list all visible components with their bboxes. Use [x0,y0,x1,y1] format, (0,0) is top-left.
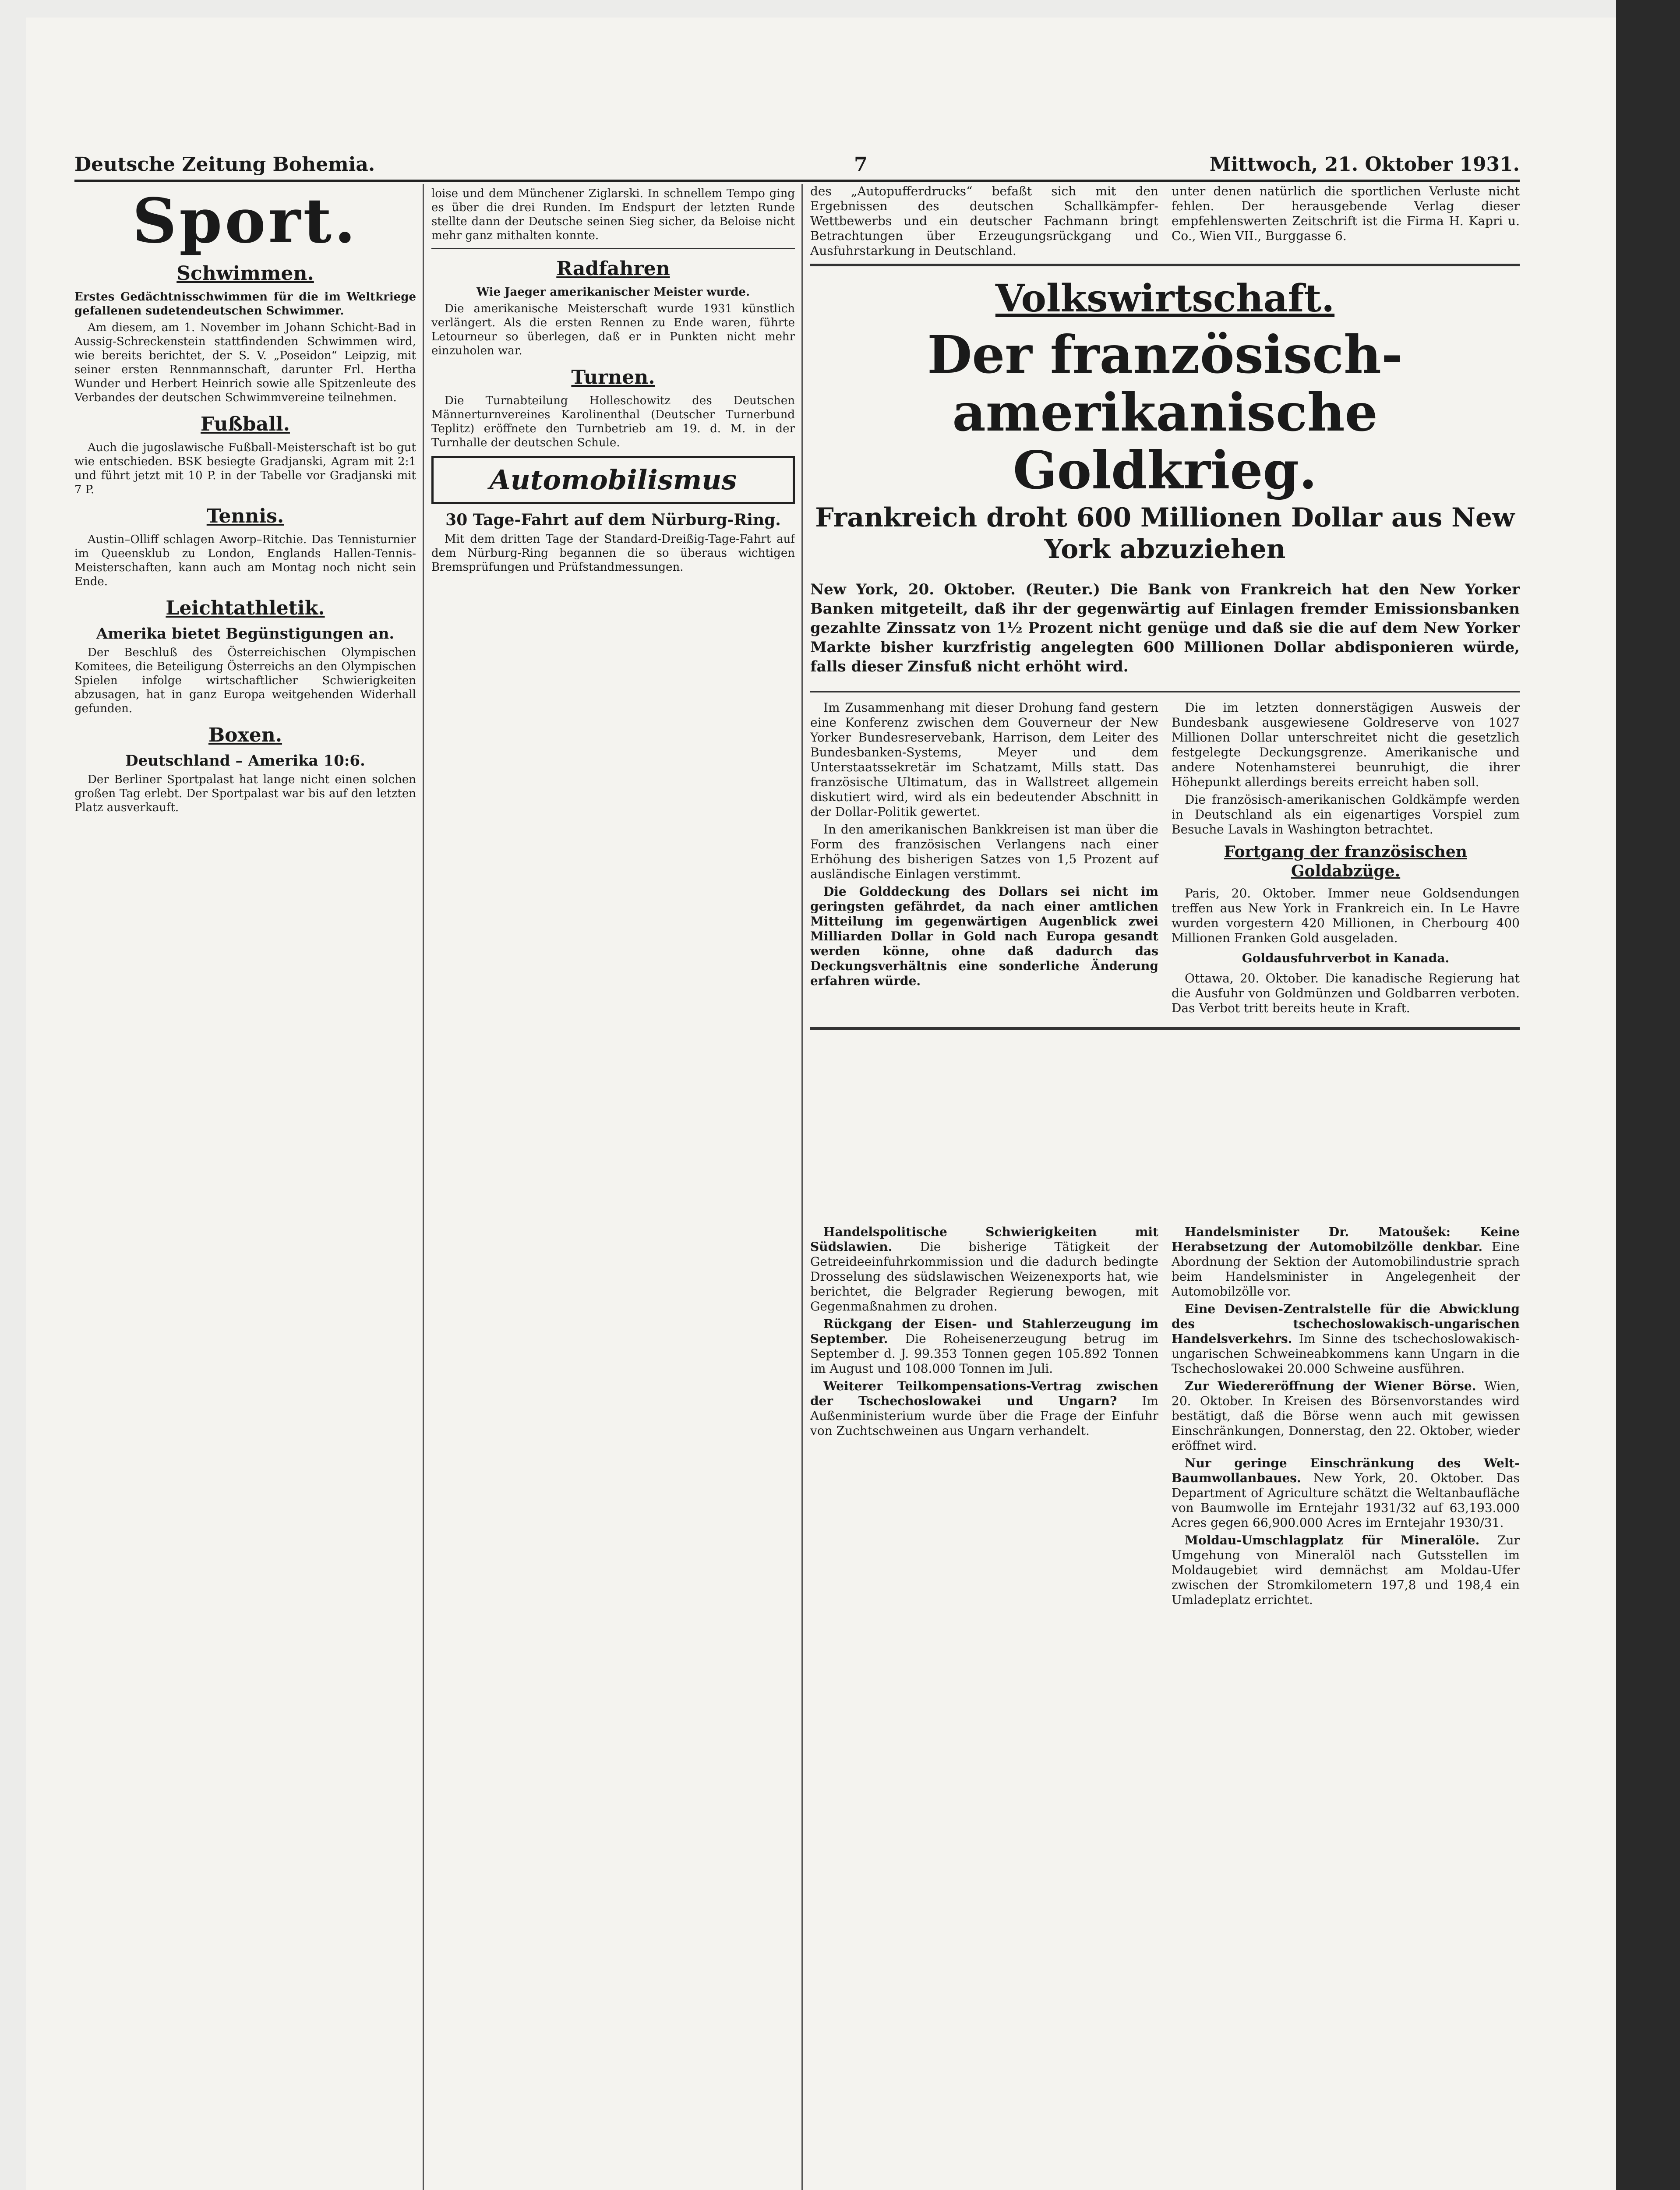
kanada-text: Ottawa, 20. Oktober. Die kanadische Regierung hat die Ausfuhr von Goldmünzen und Goldbarren verboten. Das Verbot tritt bereits heute in Kraft. [1172,971,1520,1015]
schwimmen-title: Schwimmen. [176,262,314,285]
boerse-headline: Zur Wiedereröffnung der Wiener Börse. [1185,1379,1476,1393]
issue-date: Mittwoch, 21. Oktober 1931. [1209,153,1520,176]
divider [810,1027,1520,1030]
schwimmen-headline: Erstes Gedächtnisschwimmen für die im Weltkriege gefallenen sudetendeutschen Schwimmer. [74,290,416,318]
weiterer-text: Im Außenministerium wurde über die Frage der Einfuhr von Zuchtschweinen aus Ungarn verhandelt. [810,1394,1158,1438]
volkswirtschaft-section [810,272,1520,1035]
goldkrieg-lead: New York, 20. Oktober. (Reuter.) Die Bank von Frankreich hat den New Yorker Banken mitgeteilt, daß ihr der gegenwärtig auf Einlagen fremder Emissionsbanken gezahlte Zinssatz von 1½ Prozent nicht genüge und daß sie die auf dem New Yorker Markte bisher kurzfristig angelegten 600 Millionen Dollar abdisponieren würde, falls dieser Zinsfuß nicht erhöht wird. [810,581,1520,675]
golddeckung-note: Die Golddeckung des Dollars sei nicht im geringsten gefährdet, da nach einer amtlichen Mitteilung im gegenwärtigen Augenblick zwei Milliarden Dollar in Gold nach Europa gesandt werden könne, ohne daß dadurch das Deckungsverhältnis eine sonderliche Änderung erfahren würde. [810,884,1158,988]
auto-headline: 30 Tage-Fahrt auf dem Nürburg-Ring. [445,511,781,529]
newspaper-name: Deutsche Zeitung Bohemia. [74,153,375,176]
turnen-text: Die Turnabteilung Holleschowitz des Deutschen Männerturnvereines Karolinenthal (Deutscher Turnerbund Teplitz) eröffnete den Turnbetrieb am 19. d. M. in der Turnhalle der deutschen Schule. [431,394,795,449]
goldkrieg-headline: Der französisch-amerikanische Goldkrieg. [927,324,1403,501]
goldkrieg-subheadline: Frankreich droht 600 Millionen Dollar aus New York abzuziehen [815,502,1515,565]
fortgang-text: Paris, 20. Oktober. Immer neue Goldsendungen treffen aus New York in Frankreich ein. In Le Havre wurden vorgestern 420 Millionen, in Cherbourg 400 Millionen Franken Gold ausgeladen. [1172,886,1520,945]
suedslawien-text: Die bisherige Tätigkeit der Getreideeinfuhrkommission und die dadurch bedingte Drosselung des südslawischen Weizenexports hat, wie berichtet, die Belgrader Regierung bewogen, mit Gegenmaßnahmen zu drohen. [810,1240,1158,1314]
goldkrieg-right-column [1172,698,1520,1018]
scan-edge [1616,0,1680,2190]
devisen-headline: Eine Devisen-Zentralstelle für die Abwicklung des tschechoslowakisch-ungarischen Handelsverkehrs. [1172,1302,1520,1346]
moldau-text: Zur Umgehung von Mineralöl nach Gutsstellen im Moldaugebiet wird demnächst am Moldau-Ufer zwischen der Stromkilometern 197,8 und 198,4 ein Umladeplatz errichtet. [1172,1533,1520,1607]
sport-title: Sport. [132,185,358,257]
page-header [74,153,1520,182]
top-strip-right-text: unter denen natürlich die sportlichen Verluste nicht fehlen. Der herausgebende Verlag dieser empfehlenswerten Zeitschrift ist die Firma H. Kapri u. Co., Wien VII., Burggasse 6. [1172,184,1520,243]
radfahren-text: Die amerikanische Meisterschaft wurde 1931 künstlich verlängert. Als die ersten Rennen zu Ende waren, führte Letourneur so überlegen, daß er in Punkten nicht mehr einzuholen war. [431,302,795,357]
column-rule [423,184,424,2190]
baumwolle-text: New York, 20. Oktober. Das Department of Agriculture schätzt die Weltanbaufläche von Baumwolle im Erntejahr 1931/32 auf 63,193.000 Acres gegen 66,900.000 Acres im Erntejahr 1930/31. [1172,1471,1520,1530]
goldkrieg-left-column [810,698,1158,1018]
goldkrieg-body-right-2: Die französisch-amerikanischen Goldkämpfe werden in Deutschland als ein eigenartiges Vorspiel zum Besuche Lavals in Washington betrachtet. [1172,792,1520,837]
goldkrieg-body-right: Die im letzten donnerstägigen Ausweis der Bundesbank ausgewiesene Goldreserve von 1027 Millionen Dollar unterschreitet nicht die gesetzlich festgelegte Deckungsgrenze. Amerikanische und andere Notenhamsterei beunruhigt, die ihrer Höhepunkt allerdings bereits erreicht haben soll. [1172,700,1520,789]
baumwolle-headline: Nur geringe Einschränkung des Welt-Baumwollanbaues. [1172,1456,1520,1485]
goldkrieg-body-left: Im Zusammenhang mit dieser Drohung fand gestern eine Konferenz zwischen dem Gouverneur der New Yorker Bundesreservebank, Harrison, dem Leiter des Bundesbanken-Systems, Meyer und dem Unterstaatssekretär im Schatzamt, Mills statt. Das französische Ultimatum, das in Wallstreet allgemein diskutiert wird, wird als ein bedeutender Abschnitt in der Dollar-Politik gewertet. [810,700,1158,819]
radfahren-title: Radfahren [556,258,670,280]
boerse-text: Wien, 20. Oktober. In Kreisen des Börsenvorstandes wird bestätigt, daß die Börse wenn auch mit gewissen Einschränkungen, Donnerstag, den 22. Oktober, wieder eröffnet wird. [1172,1379,1520,1453]
radfahren-headline: Wie Jaeger amerikanischer Meister wurde. [476,286,750,299]
fussball-title: Fußball. [201,413,290,435]
boxen-headline: Deutschland – Amerika 10:6. [125,752,365,770]
top-strip-left-text: des „Autopufferdrucks“ befaßt sich mit den Ergebnissen des deutschen Schallkämpfer-Wettbewerbs und ein deutscher Fachmann bringt Betrachtungen über Erzeugungsrückgang und Ausfuhrstarkung in Deutschland. [810,184,1158,258]
column-rule [801,184,803,2190]
page-number: 7 [854,153,868,176]
amerika-headline: Amerika bietet Begünstigungen an. [96,625,395,643]
divider [810,264,1520,266]
right-top-strip [810,184,1520,272]
tennis-text: Austin–Olliff schlagen Aworp–Ritchie. Das Tennisturnier im Queensklub zu London, Englands Hallen-Tennis-Meisterschaften, kann auch am Montag noch nicht sein Ende. [74,533,416,588]
volkswirtschaft-title: Volkswirtschaft. [995,276,1335,321]
boxen-text: Der Berliner Sportpalast hat lange nicht einen solchen großen Tag erlebt. Der Sportpalast war bis auf den letzten Platz ausverkauft. [74,773,416,814]
weiterer-headline: Weiterer Teilkompensations-Vertrag zwischen der Tschechoslowakei und Ungarn? [810,1379,1158,1408]
matousek-headline: Handelsminister Dr. Matoušek: Keine Herabsetzung der Automobilzölle denkbar. [1172,1225,1520,1254]
sport-column-2 [431,184,795,2190]
suedslawien-headline: Handelspolitische Schwierigkeiten mit Südslawien. [810,1225,1158,1254]
economic-news-section [810,1222,1520,1610]
boxen-continued-text: loise und dem Münchener Ziglarski. In schnellem Tempo ging es über die drei Runden. Im Endspurt der letzten Runde stellte dann der Deutsche seinen Sieg sicher, da Beloise nicht mehr ganz mithalten konnte. [431,187,795,242]
fortgang-headline: Fortgang der französischen Goldabzüge. [1224,843,1467,880]
turnen-title: Turnen. [571,366,655,389]
schwimmen-text: Am diesem, am 1. November im Johann Schicht-Bad in Aussig-Schreckenstein stattfindenden Schwimmen wird, wie bereits berichtet, der S. V. „Poseidon“ Leipzig, mit seiner ersten Rennmannschaft, darunter Frl. Hertha Wunder und Herbert Heinrich sowie alle Spitzenleute des Verbandes der deutschen Schwimmvereine teilnehmen. [74,321,416,404]
boxen-title: Boxen. [208,724,282,746]
divider [810,691,1520,692]
rueckgang-headline: Rückgang der Eisen- und Stahlerzeugung im September. [810,1317,1158,1346]
economic-news-right-column [1172,1222,1520,1610]
economic-news-left-column [810,1222,1158,1610]
leichtathletik-title: Leichtathletik. [166,597,325,619]
divider [431,248,795,249]
amerika-text: Der Beschluß des Österreichischen Olympischen Komitees, die Beteiligung Österreichs an den Olympischen Spielen infolge wirtschaftlicher Schwierigkeiten abzusagen, hat in ganz Europa weitgehenden Widerhall gefunden. [74,646,416,715]
sport-column [74,184,416,2190]
moldau-headline: Moldau-Umschlagplatz für Mineralöle. [1185,1533,1480,1547]
goldkrieg-body-left-2: In den amerikanischen Bankkreisen ist man über die Form des französischen Verlangens nach einer Erhöhung des bisherigen Satzes von 1,5 Prozent auf ausländische Einlagen verstimmt. [810,822,1158,881]
matousek-text: Eine Abordnung der Sektion der Automobilindustrie sprach beim Handelsminister in Angelegenheit der Automobilzölle vor. [1172,1240,1520,1299]
tennis-title: Tennis. [206,505,284,527]
automobilismus-title: Automobilismus [431,456,795,504]
auto-text: Mit dem dritten Tage der Standard-Dreißig-Tage-Fahrt auf dem Nürburg-Ring begannen die so überaus wichtigen Bremsprüfungen und Prüfstandmessungen. [431,533,795,574]
devisen-text: Im Sinne des tschechoslowakisch-ungarischen Schweineabkommens kann Ungarn in die Tschechoslowakei 20.000 Schweine ausführen. [1172,1332,1520,1376]
fussball-text: Auch die jugoslawische Fußball-Meisterschaft ist bo gut wie entschieden. BSK besiegte Gradjanski, Agram mit 2:1 und führt jetzt mit 10 P. in der Tabelle vor Gradjanski mit 7 P. [74,441,416,496]
kanada-headline: Goldausfuhrverbot in Kanada. [1242,951,1450,965]
rueckgang-text: Die Roheisenerzeugung betrug im September d. J. 99.353 Tonnen gegen 105.892 Tonnen im August und 108.000 Tonnen im Juli. [810,1332,1158,1376]
